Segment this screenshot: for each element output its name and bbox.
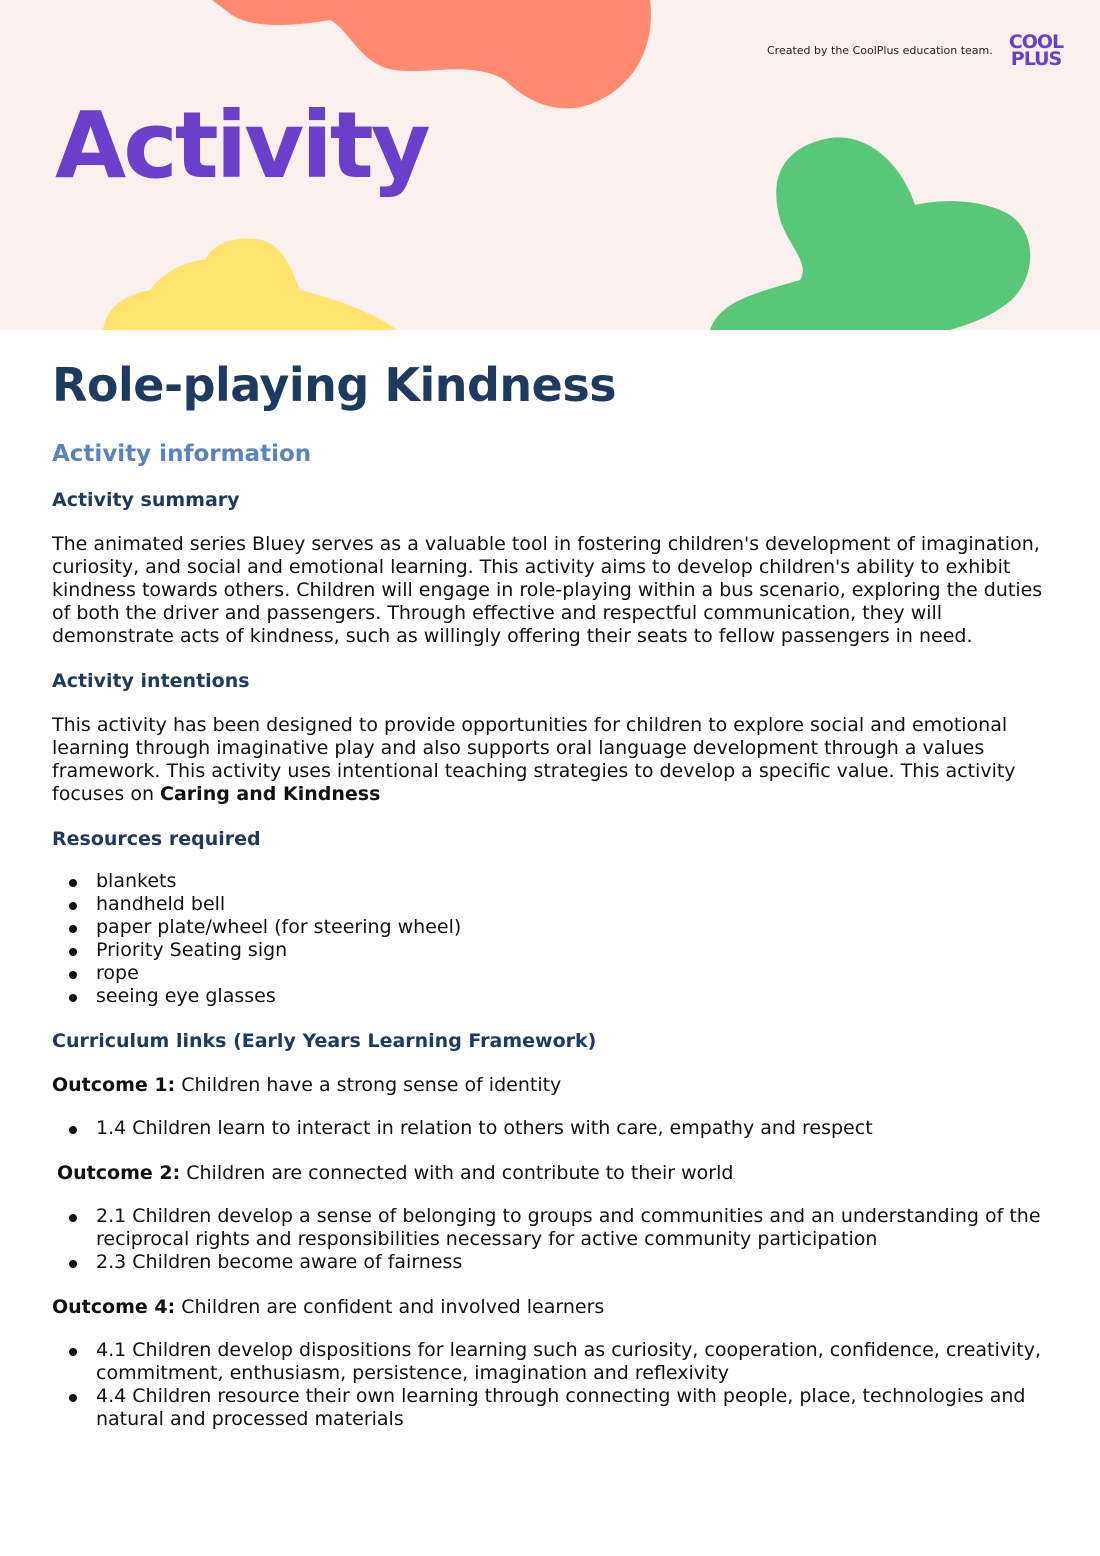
outcome-1 (52, 1074, 1048, 1097)
list-item: paper plate/wheel (for steering wheel) (96, 916, 1048, 939)
logo-line-2: PLUS (1010, 48, 1062, 70)
coolplus-logo (1003, 31, 1069, 70)
summary-text: The animated series Bluey serves as a valuable tool in fostering children's development of imagination, curiosity, and social and emotional learning. This activity aims to develop children's ability to exhibit kindness towards others. Children will engage in role-playing within a bus scenario, exploring the duties of both the driver and passengers. Through effective and respectful communication, they will demonstrate acts of kindness, such as willingly offering their seats to fellow passengers in need. (52, 532, 1043, 647)
document-body (0, 330, 1100, 1431)
curriculum-heading: Curriculum links (Early Years Learning Framework) (52, 1029, 597, 1052)
intentions-body: This activity has been designed to provide opportunities for children to explore social and emotional learning through imaginative play and also supports oral language development through a values framework. This activity uses intentional teaching strategies to develop a specific value. This activity focuses on (52, 713, 1016, 805)
header-banner (0, 0, 1100, 330)
list-item: blankets (96, 870, 1048, 893)
outcome-label: Outcome 2: (57, 1161, 181, 1184)
list-item: 4.1 Children develop dispositions for learning such as curiosity, cooperation, confidence, creativity, commitment, enthusiasm, persistence, imagination and reflexivity (96, 1339, 1048, 1385)
intentions-value: Caring and Kindness (160, 782, 381, 805)
page-title: Role-playing Kindness (52, 358, 617, 412)
logo-line-1: COOL (1008, 31, 1064, 53)
outcome-text: Children are connected with and contribute to their world (180, 1161, 734, 1184)
outcome-4 (52, 1296, 1048, 1319)
summary-heading: Activity summary (52, 488, 240, 511)
outcome-text: Children are confident and involved learners (175, 1295, 605, 1318)
list-item: rope (96, 962, 1048, 985)
outcome-4-list (52, 1339, 1048, 1431)
credit-line: Created by the CoolPlus education team. (767, 44, 993, 57)
outcome-label: Outcome 4: (52, 1295, 176, 1318)
list-item: 2.3 Children become aware of fairness (96, 1251, 1048, 1274)
intentions-heading: Activity intentions (52, 669, 250, 692)
resources-list (52, 870, 1048, 1008)
list-item: 4.4 Children resource their own learning through connecting with people, place, technologies and natural and processed materials (96, 1385, 1048, 1431)
yellow-blob (103, 239, 397, 330)
list-item: 2.1 Children develop a sense of belonging to groups and communities and an understanding of the reciprocal rights and responsibilities necessary for active community participation (96, 1205, 1048, 1251)
outcome-2-list (52, 1205, 1048, 1274)
list-item: handheld bell (96, 893, 1048, 916)
outcome-label: Outcome 1: (52, 1073, 176, 1096)
outcome-text: Children have a strong sense of identity (175, 1073, 562, 1096)
outcome-1-list (52, 1117, 1048, 1140)
resources-heading: Resources required (52, 827, 261, 850)
section-heading: Activity information (52, 440, 312, 467)
hero-title: Activity (55, 92, 428, 199)
outcome-2 (52, 1162, 1048, 1185)
list-item: seeing eye glasses (96, 985, 1048, 1008)
list-item: 1.4 Children learn to interact in relation to others with care, empathy and respect (96, 1117, 1048, 1140)
green-blob (710, 137, 1030, 330)
list-item: Priority Seating sign (96, 939, 1048, 962)
intentions-text (52, 714, 1048, 806)
